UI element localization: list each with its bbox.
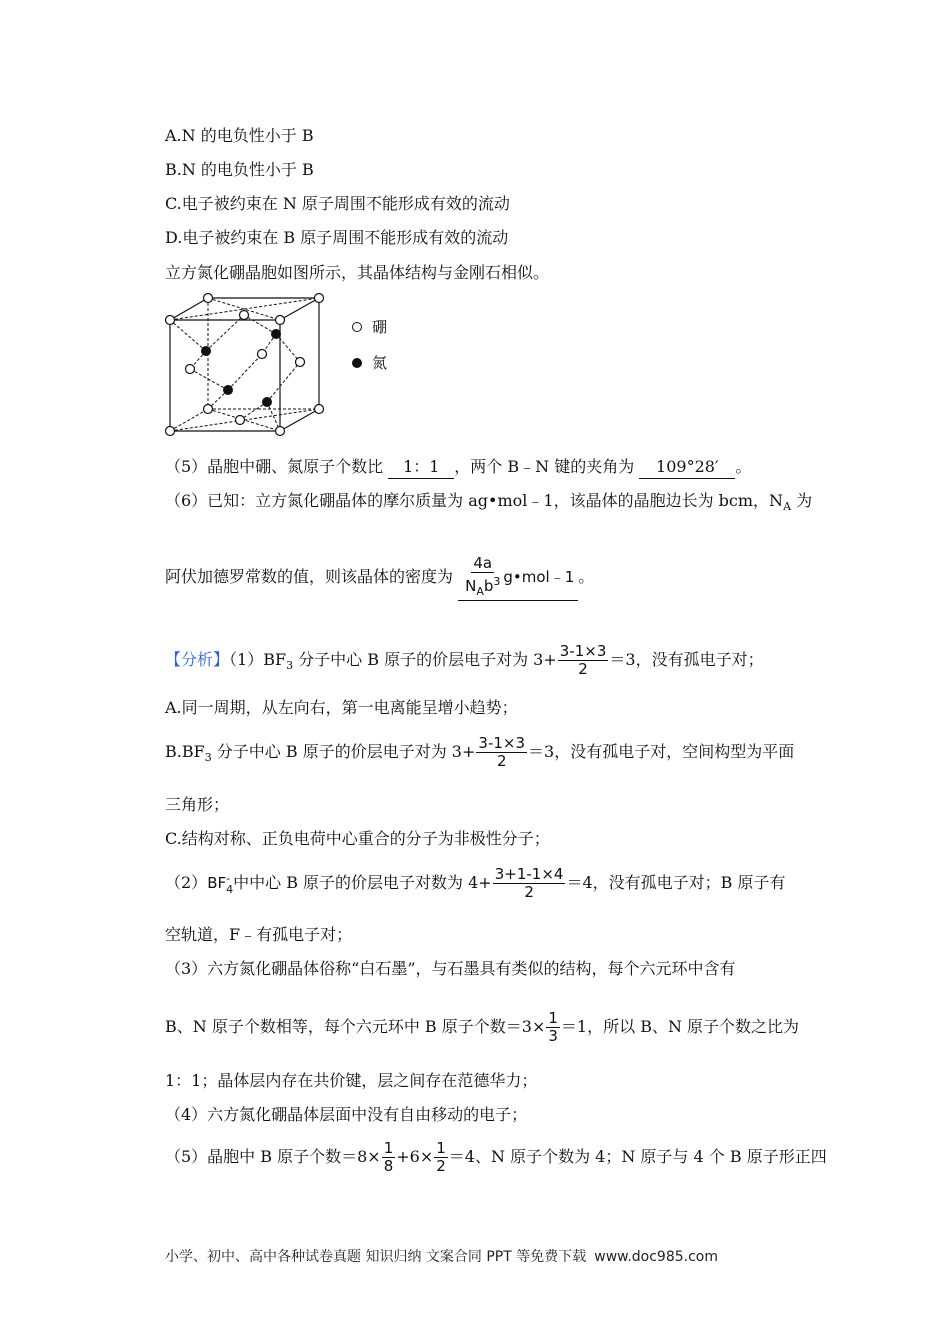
analysis-line-4: 三角形； (165, 795, 230, 814)
footer-link[interactable]: www.doc985.com (594, 1249, 718, 1265)
analysis-line-12: （5）晶胞中 B 原子个数＝8× $\frac{1}{8}$ +6× $\frac{1}{2}$ ＝4、N 原子个数为 4；N 原子与 4 个 B 原子形正四 (165, 1139, 827, 1175)
fraction-2: $\frac{3+1-1\times 4}{2}$ (494, 865, 564, 901)
analysis-line-2: A.同一周期，从左向右，第一电离能呈增小趋势； (165, 698, 518, 717)
question-6-line1: （6）已知：立方氮化硼晶体的摩尔质量为 ag•mol﹣1，该晶体的晶胞边长为 bcm，$N_A$ 为 (165, 491, 813, 514)
analysis-line-7: 空轨道，F﹣有孤电子对； (165, 925, 353, 944)
analysis-tag: 【分析】 (165, 650, 230, 669)
legend-nitrogen: 氮 (352, 352, 387, 373)
option-a: A.N 的电负性小于 B (165, 126, 314, 145)
option-b: B.N 的电负性小于 B (165, 160, 314, 179)
fraction-3: $\frac{1}{3}$ (548, 1009, 558, 1045)
footer-text: 小学、初中、高中各种试卷真题 知识归纳 文案合同 PPT 等免费下载 (165, 1249, 587, 1265)
option-d: D.电子被约束在 B 原子周围不能形成有效的流动 (165, 228, 509, 247)
analysis-line-10: 1：1；晶体层内存在共价键，层之间存在范德华力； (165, 1071, 538, 1090)
answer-angle: 109°28′ (639, 456, 735, 479)
question-6-line2: 阿伏加德罗常数的值，则该晶体的密度为 $\frac{4a}{N_Ab^3}$ g•mol﹣1 。 (165, 555, 594, 601)
nitrogen-marker-icon (352, 358, 362, 368)
bf4-ion: BF - 4 (207, 871, 234, 896)
density-fraction: $\frac{4a}{N_Ab^3}$ (465, 554, 501, 598)
analysis-line-6: （2）BF - 4 中中心 B 原子的价层电子对数为 4+ $\frac{3+1-1\times 4}{2}$ ＝4，没有孤电子对；B 原子有 (165, 865, 786, 901)
boron-marker-icon (352, 322, 362, 332)
intro-text: 立方氮化硼晶胞如图所示，其晶体结构与金刚石相似。 (165, 263, 550, 282)
question-5: （5）晶胞中硼、氮原子个数比 1：1 ，两个 B﹣N 键的夹角为 109°28′ 。 (165, 456, 751, 479)
option-c: C.电子被约束在 N 原子周围不能形成有效的流动 (165, 194, 510, 213)
analysis-line-8: （3）六方氮化硼晶体俗称“白石墨”，与石墨具有类似的结构，每个六元环中含有 (165, 959, 736, 978)
analysis-line-1: 【分析】$(1)BF_3$ 分子中心 B 原子的价层电子对为 3+ $\frac{3-1\times 3}{2}$ ＝3，没有孤电子对； (165, 642, 764, 678)
answer-ratio: 1：1 (388, 456, 454, 479)
analysis-line-11: （4）六方氮化硼晶体层面中没有自由移动的电子； (165, 1105, 528, 1124)
fraction-1b: $\frac{3-1\times 3}{2}$ (478, 734, 526, 770)
analysis-line-5: C.结构对称、正负电荷中心重合的分子为非极性分子； (165, 829, 550, 848)
fraction-5: $\frac{1}{2}$ (436, 1139, 446, 1175)
analysis-line-9: B、N 原子个数相等，每个六元环中 B 原子个数＝3× $\frac{1}{3}$ ＝1，所以 B、N 原子个数之比为 (165, 1009, 800, 1045)
legend-boron: 硼 (352, 316, 387, 337)
analysis-line-3: $B.BF_3$ 分子中心 B 原子的价层电子对为 3+ $\frac{3-1\times 3}{2}$ ＝3，没有孤电子对，空间构型为平面 (165, 734, 795, 770)
fraction-1: $\frac{3-1\times 3}{2}$ (559, 642, 607, 678)
page-footer (165, 1246, 718, 1266)
fraction-4: $\frac{1}{8}$ (383, 1139, 394, 1175)
unit-cell-diagram (160, 290, 335, 440)
answer-density: $\frac{4a}{N_Ab^3}$ g•mol﹣1 (458, 555, 578, 601)
